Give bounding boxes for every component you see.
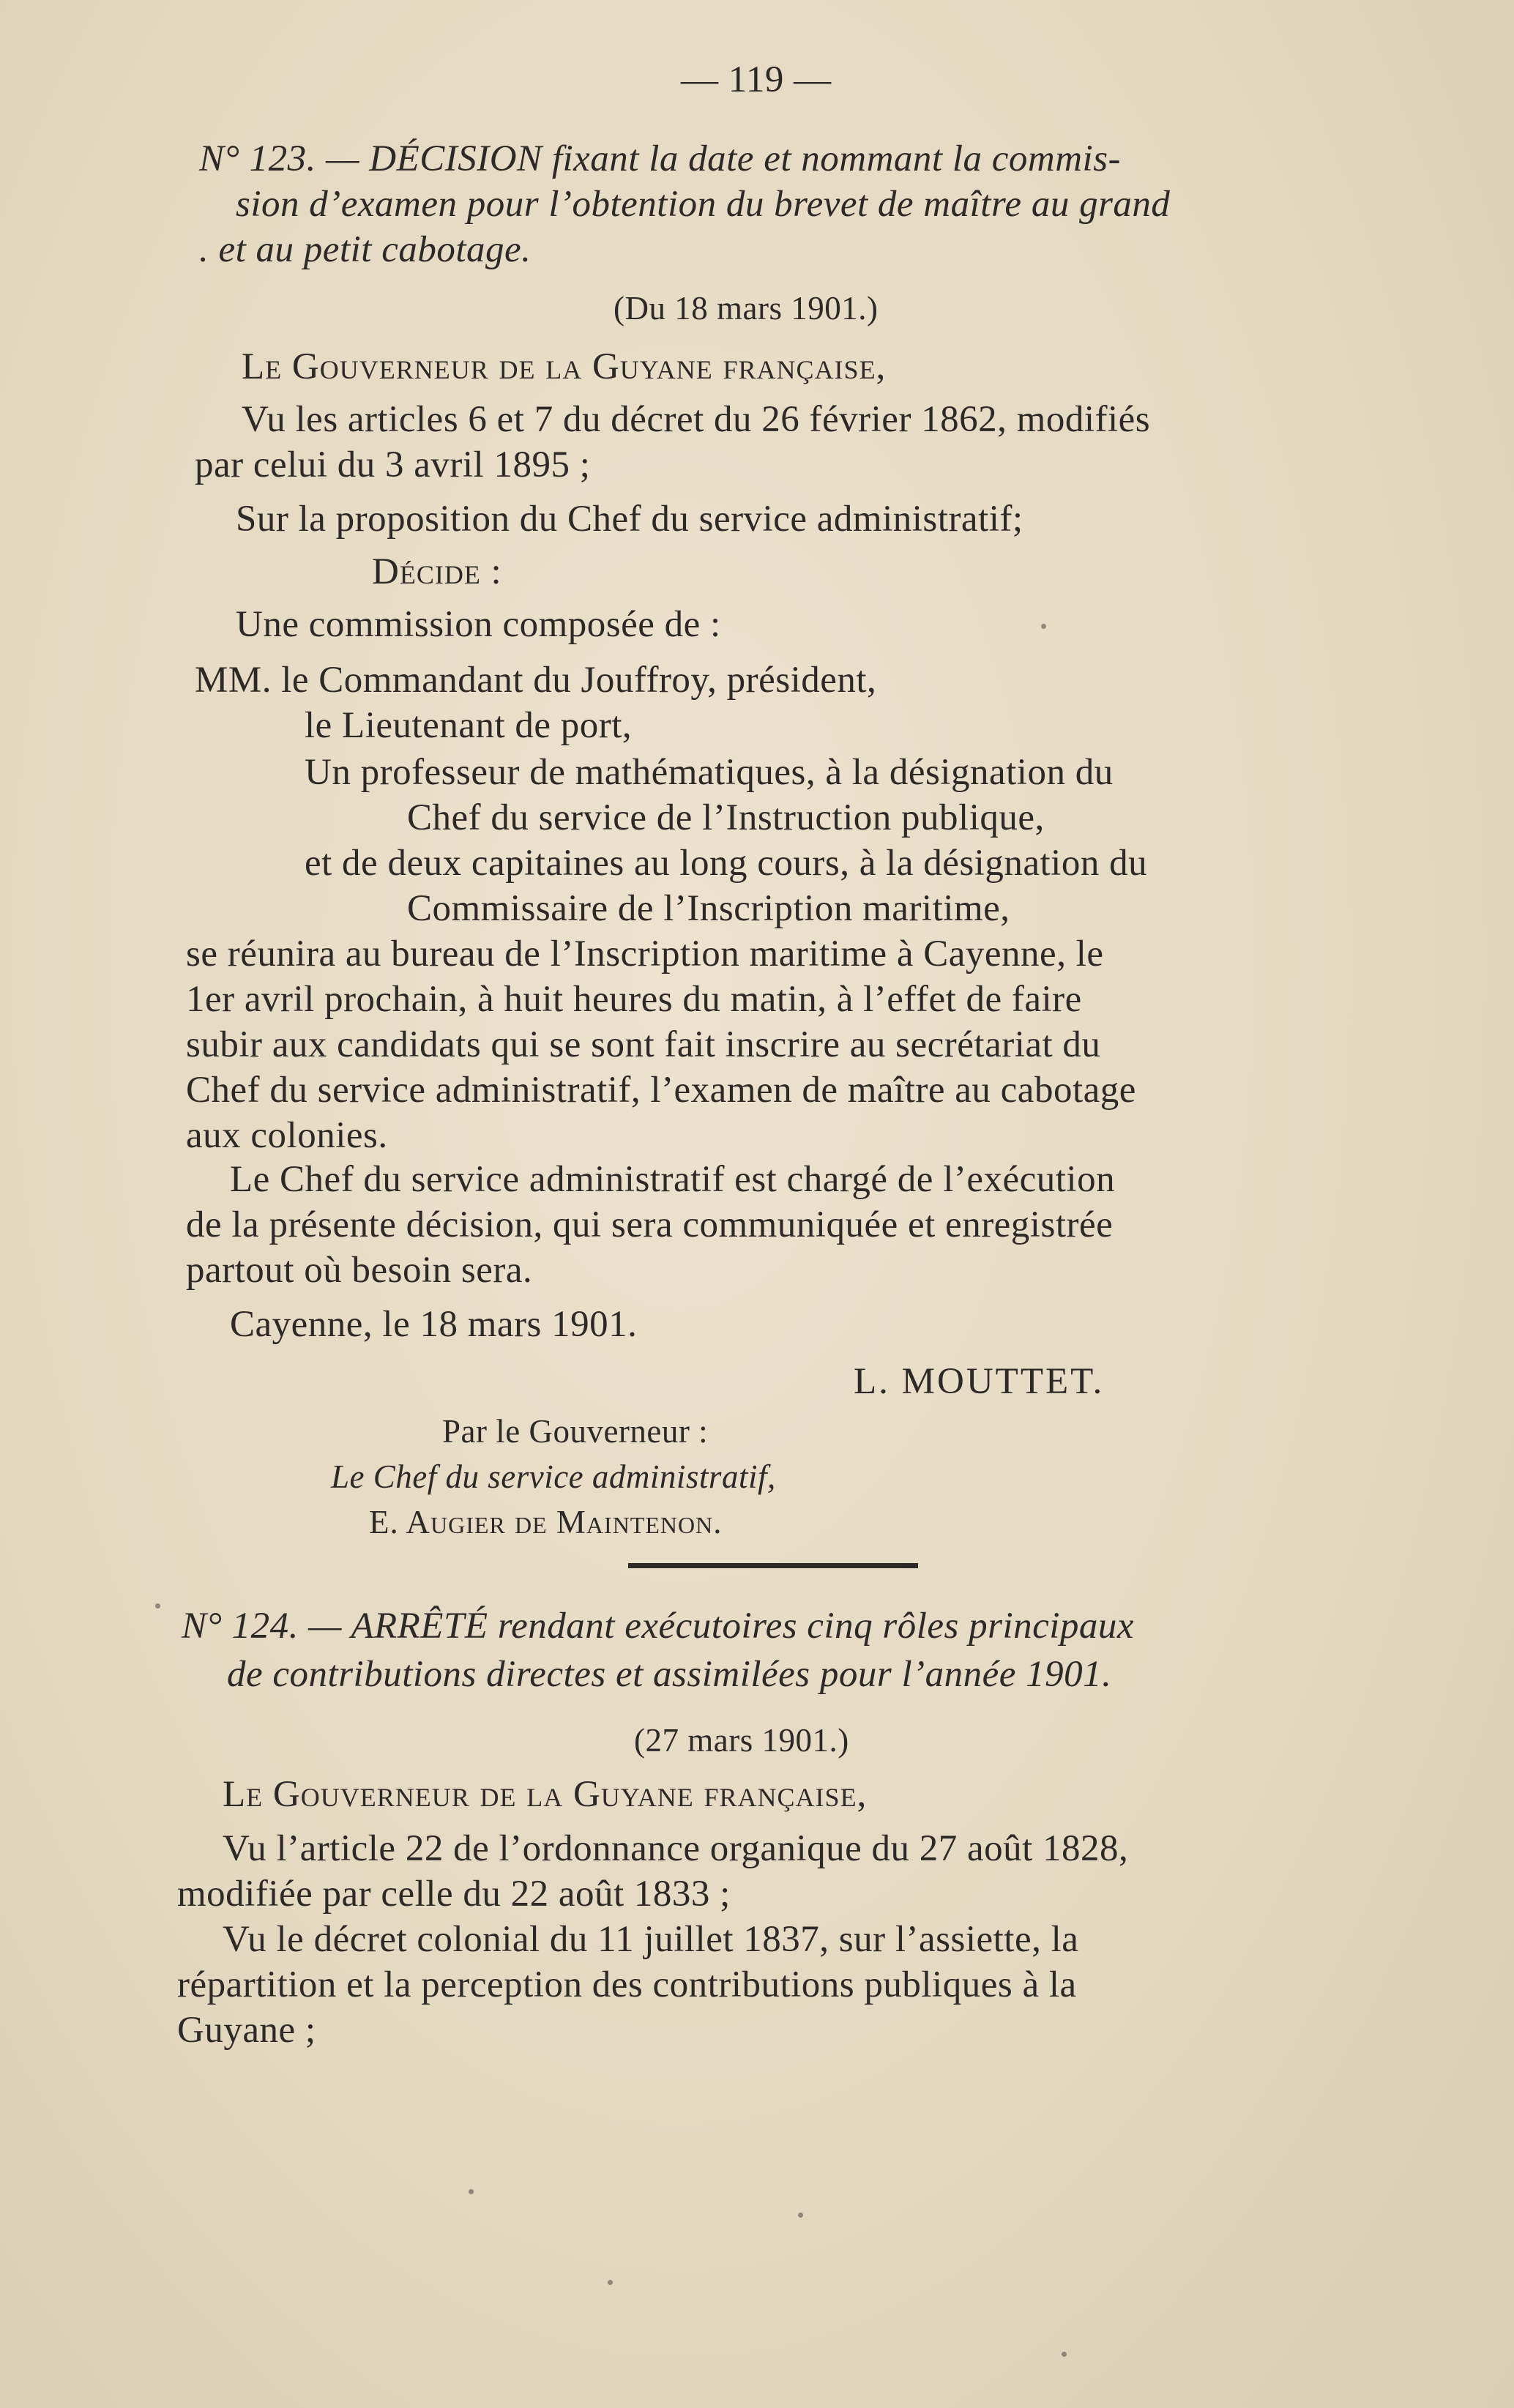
decision-members-president: MM. le Commandant du Jouffroy, président, [195, 660, 877, 701]
decision-governor: Le Gouverneur de la Guyane française, [242, 346, 887, 387]
arrete-vu1-line-1: Vu l’article 22 de l’ordonnance organique du 27 août 1828, [223, 1828, 1129, 1869]
decision-vu-line-2: par celui du 3 avril 1895 ; [195, 444, 591, 485]
decision-body-line-2: 1er avril prochain, à huit heures du matin, à l’effet de faire [186, 979, 1082, 1020]
arrete-governor: Le Gouverneur de la Guyane française, [223, 1774, 868, 1815]
decision-signature: L. MOUTTET. [854, 1361, 1105, 1402]
decision-members-captains-1: et de deux capitaines au long cours, à la désignation du [305, 843, 1148, 884]
arrete-title-line-2: de contributions directes et assimilées pour l’année 1901. [227, 1654, 1112, 1695]
scan-speck [798, 2213, 803, 2218]
decision-proposition: Sur la proposition du Chef du service administratif; [236, 499, 1023, 540]
arrete-vu2-line-2: répartition et la perception des contributions publiques à la [177, 1964, 1077, 2005]
decision-date: (Du 18 mars 1901.) [614, 290, 879, 327]
decision-chief-name: E. Augier de Maintenon. [369, 1504, 723, 1540]
section-divider [628, 1563, 918, 1568]
decision-body-line-3: subir aux candidats qui se sont fait inscrire au secrétariat du [186, 1024, 1101, 1065]
decision-body-line-5: aux colonies. [186, 1115, 388, 1156]
scan-speck [608, 2280, 613, 2285]
decision-members-lieutenant: le Lieutenant de port, [305, 705, 633, 746]
decision-commission: Une commission composée de : [236, 604, 721, 645]
arrete-title-line-1: N° 124. — ARRÊTÉ rendant exécutoires cinq rôles principaux [182, 1606, 1135, 1647]
scan-speck [155, 1603, 160, 1609]
scan-speck [469, 2189, 474, 2194]
arrete-vu1-line-2: modifiée par celle du 22 août 1833 ; [177, 1874, 731, 1915]
decision-title-line-2: sion d’examen pour l’obtention du brevet de maître au grand [236, 184, 1171, 225]
decision-body-line-1: se réunira au bureau de l’Inscription maritime à Cayenne, le [186, 933, 1104, 974]
decision-members-professor-2: Chef du service de l’Instruction publique, [407, 797, 1045, 838]
decision-execution-line-1: Le Chef du service administratif est chargé de l’exécution [230, 1159, 1116, 1200]
page-number: — 119 — [681, 59, 832, 100]
decision-vu-line-1: Vu les articles 6 et 7 du décret du 26 février 1862, modifiés [242, 399, 1151, 440]
scan-speck [1062, 2352, 1067, 2357]
decision-execution-line-3: partout où besoin sera. [186, 1250, 533, 1291]
decision-body-line-4: Chef du service administratif, l’examen de maître au cabotage [186, 1070, 1136, 1111]
decision-chief-title: Le Chef du service administratif, [331, 1458, 776, 1495]
arrete-vu2-line-1: Vu le décret colonial du 11 juillet 1837, sur l’assiette, la [223, 1919, 1079, 1960]
decision-members-professor-1: Un professeur de mathématiques, à la désignation du [305, 752, 1114, 793]
decision-title-line-3: . et au petit cabotage. [199, 229, 532, 270]
arrete-date: (27 mars 1901.) [634, 1722, 849, 1759]
decision-execution-line-2: de la présente décision, qui sera communiquée et enregistrée [186, 1204, 1114, 1245]
decision-members-captains-2: Commissaire de l’Inscription maritime, [407, 888, 1010, 929]
arrete-vu2-line-3: Guyane ; [177, 2010, 316, 2051]
decision-place-date: Cayenne, le 18 mars 1901. [230, 1304, 638, 1345]
scan-speck [1041, 624, 1046, 629]
decision-title-line-1: N° 123. — DÉCISION fixant la date et nommant la commis- [199, 138, 1122, 179]
decision-by-governor: Par le Gouverneur : [442, 1413, 709, 1450]
decision-decide: Décide : [372, 551, 502, 592]
